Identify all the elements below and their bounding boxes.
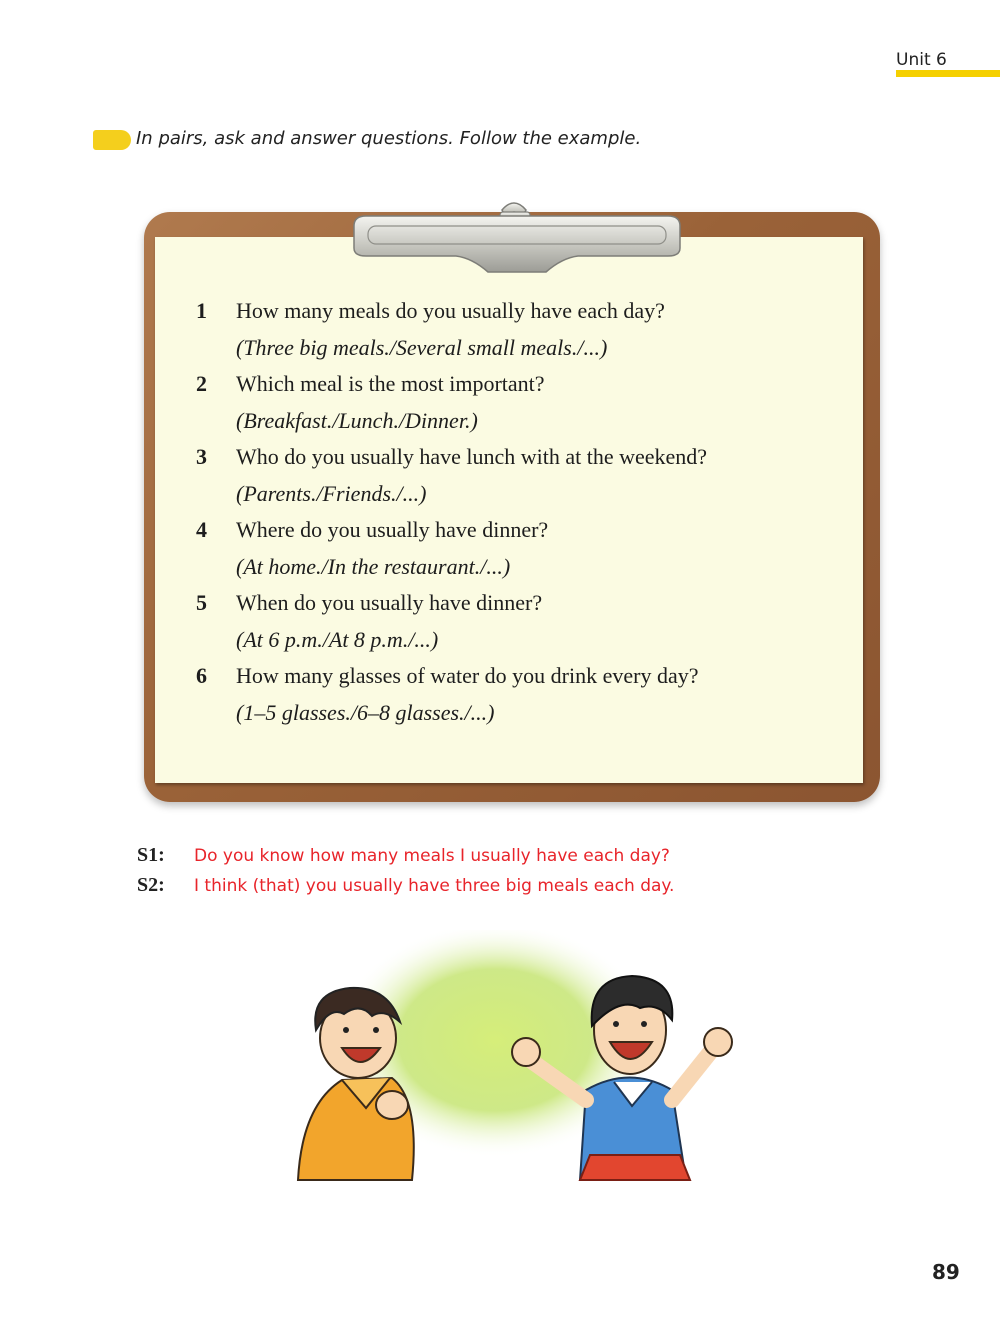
question-text: How many glasses of water do you drink every day? bbox=[236, 663, 699, 688]
question-number: 4 bbox=[196, 517, 207, 542]
question-text: Which meal is the most important? bbox=[236, 371, 545, 396]
question-item bbox=[196, 442, 836, 515]
question-number: 6 bbox=[196, 663, 207, 688]
question-hint: (Parents./Friends./...) bbox=[236, 481, 427, 506]
clipboard-clip-icon bbox=[350, 196, 684, 276]
unit-accent-bar bbox=[896, 70, 1000, 77]
question-number: 2 bbox=[196, 371, 207, 396]
instruction-marker-icon bbox=[93, 130, 131, 150]
question-hint: (Three big meals./Several small meals./...) bbox=[236, 335, 608, 360]
question-item bbox=[196, 515, 836, 588]
question-number: 1 bbox=[196, 298, 207, 323]
question-hint: (Breakfast./Lunch./Dinner.) bbox=[236, 408, 478, 433]
question-text: How many meals do you usually have each day? bbox=[236, 298, 665, 323]
unit-label: Unit 6 bbox=[896, 50, 947, 70]
instruction-text: In pairs, ask and answer questions. Follow the example. bbox=[136, 128, 642, 149]
question-item bbox=[196, 296, 836, 369]
question-text: When do you usually have dinner? bbox=[236, 590, 543, 615]
question-hint: (At 6 p.m./At 8 p.m./...) bbox=[236, 627, 439, 652]
two-boys-illustration bbox=[280, 930, 750, 1190]
question-item bbox=[196, 588, 836, 661]
question-number: 5 bbox=[196, 590, 207, 615]
question-hint: (At home./In the restaurant./...) bbox=[236, 554, 511, 579]
question-text: Who do you usually have lunch with at the weekend? bbox=[236, 444, 708, 469]
question-hint: (1–5 glasses./6–8 glasses./...) bbox=[236, 700, 495, 725]
question-item bbox=[196, 369, 836, 442]
speech-text: I think (that) you usually have three big meals each day. bbox=[194, 876, 675, 896]
speaker-label: S2: bbox=[137, 874, 165, 896]
question-item bbox=[196, 661, 836, 734]
speech-text: Do you know how many meals I usually have each day? bbox=[194, 846, 670, 866]
speaker-label: S1: bbox=[137, 844, 165, 866]
question-number: 3 bbox=[196, 444, 207, 469]
page-number: 89 bbox=[932, 1260, 960, 1284]
question-text: Where do you usually have dinner? bbox=[236, 517, 549, 542]
left-boy-figure bbox=[298, 988, 414, 1180]
question-list bbox=[196, 296, 836, 734]
